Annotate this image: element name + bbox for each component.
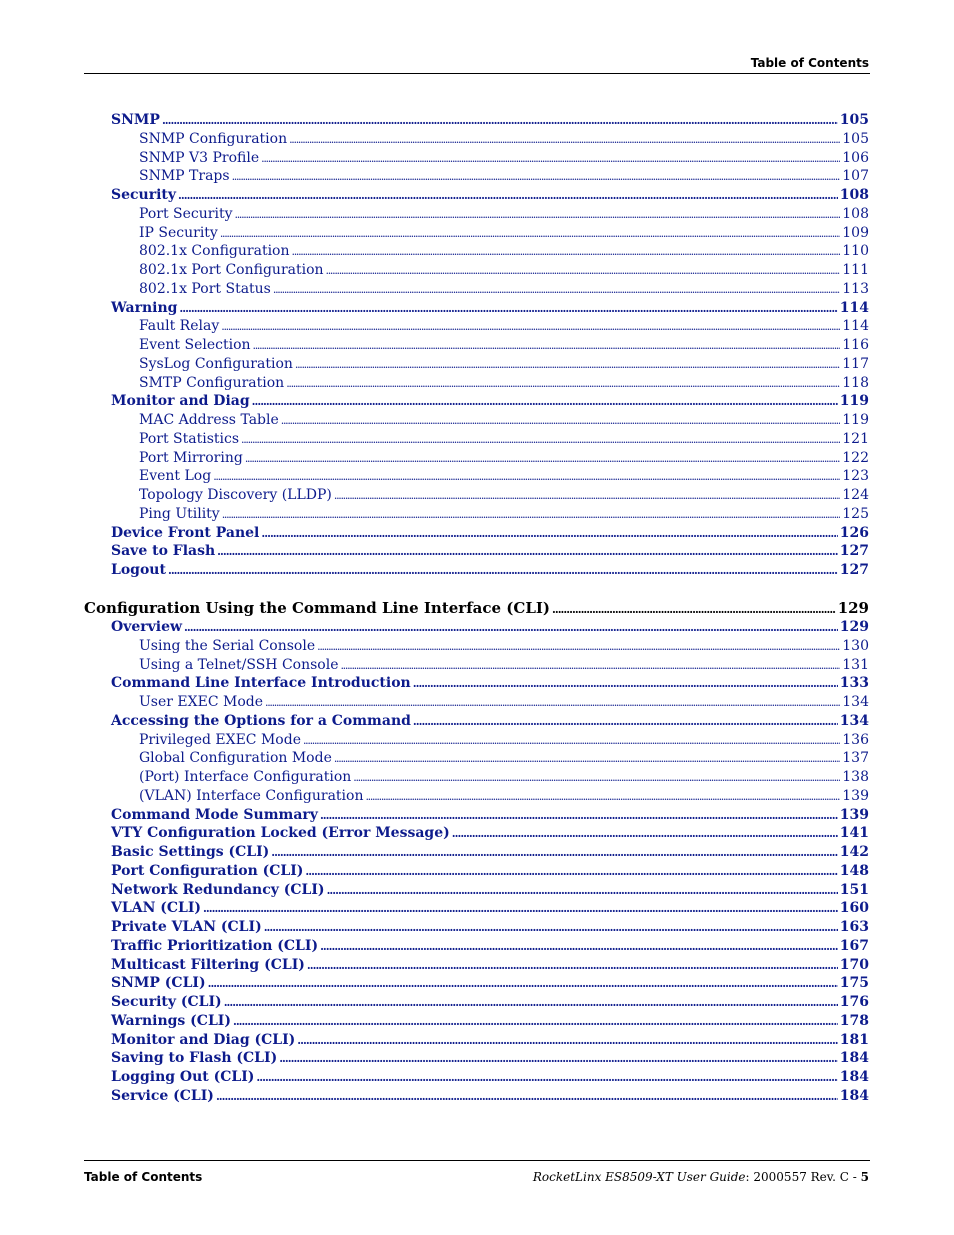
header-title: Table of Contents	[750, 56, 869, 70]
toc-entry-page[interactable]: 175	[839, 975, 869, 991]
toc-entry-label[interactable]: Fault Relay	[139, 318, 220, 334]
toc-entry-label[interactable]: Private VLAN (CLI)	[111, 919, 262, 935]
toc-entry[interactable]	[0, 205, 954, 223]
toc-leader-dots	[365, 787, 840, 806]
toc-entry[interactable]	[0, 974, 954, 992]
toc-entry-label[interactable]: SNMP V3 Profile	[139, 150, 260, 166]
toc-entry-label[interactable]: Warning	[111, 300, 178, 316]
toc-entry[interactable]	[0, 111, 954, 129]
toc-entry-label[interactable]: Command Mode Summary	[111, 807, 318, 823]
toc-entry[interactable]	[0, 937, 954, 955]
toc-entry-page[interactable]: 124	[842, 487, 869, 503]
toc-entry-label[interactable]: User EXEC Mode	[139, 694, 263, 710]
toc-entry-page[interactable]: 119	[842, 412, 869, 428]
toc-entry[interactable]	[0, 881, 954, 899]
toc-leader-dots	[203, 899, 838, 918]
toc-entry-page[interactable]: 109	[842, 225, 869, 241]
toc-leader-dots	[256, 1068, 837, 1087]
toc-entry-label[interactable]: SNMP Traps	[139, 168, 230, 184]
toc-entry-label[interactable]: Monitor and Diag (CLI)	[111, 1032, 296, 1048]
toc-entry[interactable]	[0, 449, 954, 467]
toc-leader-dots	[213, 467, 840, 486]
toc-entry-page[interactable]: 123	[842, 468, 869, 484]
toc-entry-page[interactable]: 138	[842, 769, 869, 785]
toc-leader-dots	[413, 674, 838, 693]
toc-entry-page[interactable]: 133	[839, 675, 869, 691]
toc-entry[interactable]	[0, 186, 954, 204]
toc-entry-label[interactable]: Multicast Filtering (CLI)	[111, 957, 305, 973]
toc-entry-label[interactable]: Privileged EXEC Mode	[139, 732, 301, 748]
toc-entry-page[interactable]: 125	[842, 506, 869, 522]
toc-leader-dots	[273, 280, 840, 299]
toc-entry-label[interactable]: Traffic Prioritization (CLI)	[111, 938, 319, 954]
toc-entry[interactable]	[0, 149, 954, 167]
toc-entry-page[interactable]: 117	[842, 356, 869, 372]
toc-entry[interactable]	[0, 656, 954, 674]
toc-entry[interactable]	[0, 336, 954, 354]
toc-entry-label[interactable]: Monitor and Diag	[111, 393, 250, 409]
footer-doc-title: RocketLinx ES8509-XT User Guide	[532, 1170, 746, 1184]
toc-entry-page[interactable]: 118	[842, 375, 869, 391]
toc-entry-page[interactable]: 176	[839, 994, 869, 1010]
toc-entry-label[interactable]: 802.1x Configuration	[139, 243, 290, 259]
toc-leader-dots	[295, 355, 840, 374]
toc-entry-label[interactable]: Warnings (CLI)	[111, 1013, 231, 1029]
toc-leader-dots	[241, 430, 840, 449]
toc-entry-label[interactable]: Event Selection	[139, 337, 251, 353]
toc-entry[interactable]	[0, 392, 954, 410]
toc-entry-label[interactable]: (VLAN) Interface Configuration	[139, 788, 364, 804]
toc-entry-page[interactable]: 111	[842, 262, 869, 278]
toc-entry-label[interactable]: Port Security	[139, 206, 233, 222]
toc-entry-page[interactable]: 105	[839, 112, 869, 128]
toc-entry[interactable]	[0, 280, 954, 298]
toc-entry[interactable]	[0, 637, 954, 655]
toc-leader-dots	[221, 317, 840, 336]
toc-entry[interactable]	[0, 749, 954, 767]
toc-leader-dots	[292, 242, 841, 261]
toc-leader-dots	[353, 768, 840, 787]
toc-entry-page[interactable]: 178	[839, 1013, 869, 1029]
toc-entry-page[interactable]: 134	[839, 713, 869, 729]
toc-entry[interactable]	[0, 467, 954, 485]
toc-entry[interactable]	[0, 355, 954, 373]
toc-entry-page[interactable]: 130	[842, 638, 869, 654]
toc-leader-dots	[222, 505, 841, 524]
toc-entry-page[interactable]: 142	[839, 844, 869, 860]
toc-entry-page[interactable]: 151	[839, 882, 869, 898]
header-rule	[84, 73, 870, 74]
toc-leader-dots	[245, 449, 840, 468]
toc-entry[interactable]	[0, 317, 954, 335]
toc-entry-page[interactable]: 114	[839, 300, 869, 316]
toc-leader-dots	[279, 1049, 838, 1068]
toc-entry-label[interactable]: (Port) Interface Configuration	[139, 769, 352, 785]
toc-entry-label[interactable]: IP Security	[139, 225, 218, 241]
toc-entry-label[interactable]: MAC Address Table	[139, 412, 279, 428]
toc-entry[interactable]	[0, 411, 954, 429]
footer-section-title: Table of Contents	[84, 1170, 203, 1184]
toc-entry-page[interactable]: 108	[842, 206, 869, 222]
toc-leader-dots	[326, 261, 841, 280]
toc-entry[interactable]	[0, 956, 954, 974]
toc-leader-dots	[261, 524, 837, 543]
toc-entry[interactable]	[0, 618, 954, 636]
toc-entry-page[interactable]: 181	[839, 1032, 869, 1048]
toc-entry[interactable]	[0, 693, 954, 711]
toc-leader-dots	[252, 392, 838, 411]
toc-entry[interactable]	[0, 899, 954, 917]
toc-entry[interactable]	[0, 542, 954, 560]
toc-leader-dots	[162, 111, 838, 130]
toc-entry-page[interactable]: 136	[842, 732, 869, 748]
toc-entry-label[interactable]: Network Redundancy (CLI)	[111, 882, 325, 898]
toc-entry[interactable]	[0, 261, 954, 279]
toc-entry-label[interactable]: Security (CLI)	[111, 994, 222, 1010]
toc-entry-label[interactable]: Logging Out (CLI)	[111, 1069, 255, 1085]
toc-entry-page[interactable]: 141	[839, 825, 869, 841]
toc-entry[interactable]	[0, 712, 954, 730]
toc-entry[interactable]	[0, 1087, 954, 1105]
toc-entry-page[interactable]: 107	[842, 168, 869, 184]
toc-entry[interactable]	[0, 599, 954, 617]
toc-entry-label[interactable]: Using a Telnet/SSH Console	[139, 657, 339, 673]
toc-entry-label[interactable]: 802.1x Port Configuration	[139, 262, 324, 278]
toc-leader-dots	[320, 806, 838, 825]
toc-entry-page[interactable]: 139	[839, 807, 869, 823]
toc-entry[interactable]	[0, 524, 954, 542]
toc-entry[interactable]	[0, 1012, 954, 1030]
toc-leader-dots	[264, 918, 838, 937]
toc-entry[interactable]	[0, 224, 954, 242]
toc-leader-dots	[413, 712, 838, 731]
toc-entry[interactable]	[0, 993, 954, 1011]
toc-leader-dots	[179, 299, 837, 318]
toc-entry-label[interactable]: Port Mirroring	[139, 450, 243, 466]
toc-entry-label[interactable]: Accessing the Options for a Command	[111, 713, 411, 729]
toc-entry-label[interactable]: VTY Configuration Locked (Error Message)	[111, 825, 450, 841]
toc-entry-page[interactable]: 167	[839, 938, 869, 954]
toc-leader-dots	[265, 693, 840, 712]
toc-entry[interactable]	[0, 1031, 954, 1049]
toc-entry-label[interactable]: Overview	[111, 619, 183, 635]
toc-entry-page[interactable]: 119	[839, 393, 869, 409]
toc-leader-dots	[208, 974, 838, 993]
toc-entry-label[interactable]: Global Configuration Mode	[139, 750, 332, 766]
toc-entry-label[interactable]: Event Log	[139, 468, 212, 484]
toc-entry-page[interactable]: 148	[839, 863, 869, 879]
toc-leader-dots	[305, 862, 837, 881]
toc-entry[interactable]	[0, 505, 954, 523]
toc-entry-page[interactable]: 160	[839, 900, 869, 916]
toc-entry-page[interactable]: 137	[842, 750, 869, 766]
toc-leader-dots	[552, 599, 836, 619]
toc-entry-page[interactable]: 134	[842, 694, 869, 710]
toc-leader-dots	[281, 411, 841, 430]
toc-leader-dots	[303, 731, 840, 750]
toc-entry-page[interactable]: 139	[842, 788, 869, 804]
toc-entry-page[interactable]: 108	[839, 187, 869, 203]
toc-entry-page[interactable]: 163	[839, 919, 869, 935]
toc-entry[interactable]	[0, 486, 954, 504]
toc-entry[interactable]	[0, 806, 954, 824]
toc-entry-page[interactable]: 127	[839, 562, 869, 578]
toc-entry-page[interactable]: 113	[842, 281, 869, 297]
toc-leader-dots	[216, 1087, 838, 1106]
toc-entry[interactable]	[0, 787, 954, 805]
toc-entry-label[interactable]: SNMP (CLI)	[111, 975, 206, 991]
toc-entry-label[interactable]: SysLog Configuration	[139, 356, 293, 372]
toc-entry[interactable]	[0, 1049, 954, 1067]
toc-entry-label[interactable]: Save to Flash	[111, 543, 216, 559]
toc-leader-dots	[271, 843, 837, 862]
toc-entry-page[interactable]: 131	[842, 657, 869, 673]
toc-entry[interactable]	[0, 918, 954, 936]
footer-page-number: 5	[860, 1170, 869, 1184]
toc-entry-label[interactable]: Saving to Flash (CLI)	[111, 1050, 278, 1066]
toc-entry-page[interactable]: 114	[842, 318, 869, 334]
toc-entry-page[interactable]: 129	[839, 619, 869, 635]
toc-entry-page[interactable]: 170	[839, 957, 869, 973]
toc-leader-dots	[178, 186, 838, 205]
toc-entry-page[interactable]: 106	[842, 150, 869, 166]
toc-entry-label[interactable]: Port Configuration (CLI)	[111, 863, 304, 879]
toc-entry-label[interactable]: Logout	[111, 562, 166, 578]
toc-leader-dots	[297, 1031, 837, 1050]
toc-leader-dots	[235, 205, 841, 224]
toc-entry-label[interactable]: Port Statistics	[139, 431, 240, 447]
toc-leader-dots	[286, 374, 840, 393]
toc-entry-label[interactable]: Using the Serial Console	[139, 638, 316, 654]
toc-leader-dots	[340, 656, 840, 675]
toc-entry-page[interactable]: 122	[842, 450, 869, 466]
toc-entry-label[interactable]: 802.1x Port Status	[139, 281, 271, 297]
footer-doc-info	[533, 1170, 869, 1184]
toc-entry[interactable]	[0, 167, 954, 185]
toc-leader-dots	[224, 993, 838, 1012]
toc-entry-page[interactable]: 184	[839, 1050, 869, 1066]
toc-entry-label[interactable]: Command Line Interface Introduction	[111, 675, 411, 691]
toc-entry-label[interactable]: VLAN (CLI)	[111, 900, 202, 916]
toc-entry-label[interactable]: Device Front Panel	[111, 525, 260, 541]
toc-entry-page[interactable]: 184	[839, 1069, 869, 1085]
toc-entry-label[interactable]: SNMP Configuration	[139, 131, 288, 147]
toc-entry[interactable]	[0, 674, 954, 692]
toc-entry-page[interactable]: 121	[842, 431, 869, 447]
toc-entry-page[interactable]: 126	[839, 525, 869, 541]
toc-leader-dots	[168, 561, 838, 580]
toc-leader-dots	[184, 618, 838, 637]
toc-entry[interactable]	[0, 843, 954, 861]
toc-leader-dots	[253, 336, 841, 355]
toc-entry[interactable]	[0, 768, 954, 786]
toc-entry[interactable]	[0, 1068, 954, 1086]
toc-leader-dots	[220, 224, 840, 243]
toc-leader-dots	[334, 749, 840, 768]
toc-entry[interactable]	[0, 731, 954, 749]
toc-entry[interactable]	[0, 561, 954, 579]
toc-entry-label[interactable]: Security	[111, 187, 177, 203]
toc-entry-page[interactable]: 127	[839, 543, 869, 559]
toc-entry[interactable]	[0, 242, 954, 260]
toc-leader-dots	[307, 956, 838, 975]
toc-entry-label[interactable]: SMTP Configuration	[139, 375, 285, 391]
toc-entry-label[interactable]: Basic Settings (CLI)	[111, 844, 270, 860]
toc-entry-page[interactable]: 129	[837, 599, 869, 617]
toc-entry-page[interactable]: 105	[842, 131, 869, 147]
toc-entry[interactable]	[0, 299, 954, 317]
toc-leader-dots	[320, 937, 838, 956]
toc-entry-label[interactable]: Ping Utility	[139, 506, 220, 522]
toc-leader-dots	[217, 542, 838, 561]
toc-entry-page[interactable]: 110	[842, 243, 869, 259]
toc-entry[interactable]	[0, 862, 954, 880]
toc-entry-label[interactable]: Topology Discovery (LLDP)	[139, 487, 332, 503]
toc-leader-dots	[452, 824, 838, 843]
toc-leader-dots	[317, 637, 840, 656]
toc-entry-page[interactable]: 116	[842, 337, 869, 353]
toc-entry[interactable]	[0, 374, 954, 392]
toc-entry[interactable]	[0, 130, 954, 148]
toc-entry-label[interactable]: Service (CLI)	[111, 1088, 214, 1104]
toc-leader-dots	[334, 486, 840, 505]
footer-doc-rev: : 2000557 Rev. C -	[745, 1170, 861, 1184]
toc-leader-dots	[233, 1012, 838, 1031]
toc-leader-dots	[327, 881, 838, 900]
toc-entry-page[interactable]: 184	[839, 1088, 869, 1104]
toc-entry-label[interactable]: Configuration Using the Command Line Interface (CLI)	[84, 599, 550, 617]
toc-leader-dots	[232, 167, 841, 186]
toc-entry[interactable]	[0, 430, 954, 448]
toc-entry[interactable]	[0, 824, 954, 842]
toc-entry-label[interactable]: SNMP	[111, 112, 160, 128]
toc-leader-dots	[261, 149, 840, 168]
toc-leader-dots	[289, 130, 840, 149]
footer-rule	[84, 1160, 870, 1161]
